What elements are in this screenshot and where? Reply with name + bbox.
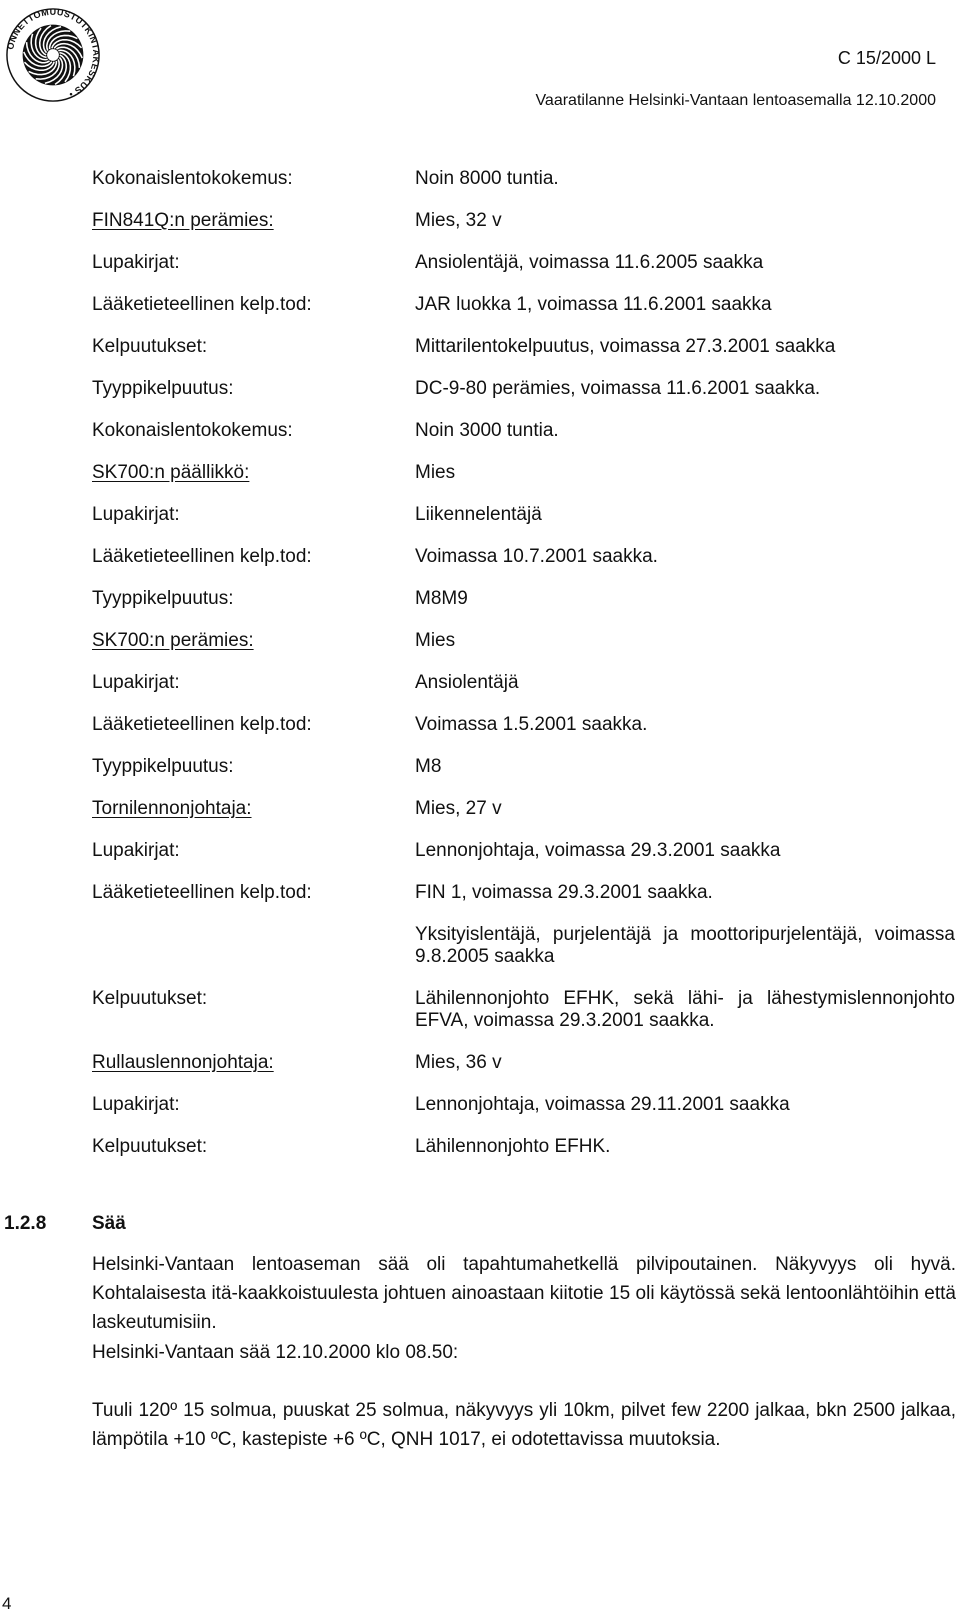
- document-code: C 15/2000 L: [837, 48, 936, 68]
- row-value: Lennonjohtaja, voimassa 29.11.2001 saakka: [415, 1094, 790, 1115]
- row-label: Lääketieteellinen kelp.tod:: [92, 294, 312, 315]
- row-value: M8M9: [415, 588, 468, 609]
- weather-report-text: Tuuli 120º 15 solmua, puuskat 25 solmua, näkyvyys yli 10km, pilvet few 2200 jalkaa, bkn 2500 jalkaa, lämpötila +10 ºC, kastepiste +6 ºC, QNH 1017, ei odotettavissa muutoksia.: [92, 1400, 956, 1450]
- personnel-info-list: [92, 168, 960, 1178]
- info-row: [92, 420, 960, 462]
- row-label: Tyyppikelpuutus:: [92, 588, 234, 609]
- row-value: Yksityislentäjä, purjelentäjä ja moottoripurjelentäjä, voimassa 9.8.2005 saakka: [415, 924, 955, 967]
- row-label: Lupakirjat:: [92, 504, 180, 525]
- info-row: [92, 294, 960, 336]
- info-row: [92, 756, 960, 798]
- info-row: [92, 546, 960, 588]
- row-value: Voimassa 10.7.2001 saakka.: [415, 546, 658, 567]
- info-row: [92, 882, 960, 924]
- document-title: Vaaratilanne Helsinki-Vantaan lentoasemalla 12.10.2000: [535, 92, 936, 109]
- row-value: Mittarilentokelpuutus, voimassa 27.3.2001 saakka: [415, 336, 836, 357]
- row-label: Tyyppikelpuutus:: [92, 756, 234, 777]
- row-label: Lupakirjat:: [92, 840, 180, 861]
- row-label: Lääketieteellinen kelp.tod:: [92, 714, 312, 735]
- row-value: Mies, 32 v: [415, 210, 502, 231]
- row-value: Lähilennonjohto EFHK.: [415, 1136, 611, 1157]
- info-row: [92, 1052, 960, 1094]
- onnettomuustutkintakeskus-logo: [4, 6, 102, 104]
- row-value: DC-9-80 perämies, voimassa 11.6.2001 saakka.: [415, 378, 821, 399]
- row-value: Mies: [415, 462, 456, 483]
- row-label: Tyyppikelpuutus:: [92, 378, 234, 399]
- row-label: Kelpuutukset:: [92, 336, 208, 357]
- row-value: Voimassa 1.5.2001 saakka.: [415, 714, 648, 735]
- row-value: Noin 3000 tuntia.: [415, 420, 559, 441]
- row-value: Noin 8000 tuntia.: [415, 168, 559, 189]
- section-title: Sää: [92, 1213, 126, 1234]
- info-row: [92, 378, 960, 420]
- info-row: [92, 630, 960, 672]
- info-row: [92, 672, 960, 714]
- info-row: [92, 462, 960, 504]
- section-number: 1.2.8: [4, 1213, 47, 1234]
- row-label: Lupakirjat:: [92, 1094, 180, 1115]
- page-number: 4: [2, 1594, 12, 1613]
- row-value: Lennonjohtaja, voimassa 29.3.2001 saakka: [415, 840, 781, 861]
- info-row: [92, 504, 960, 546]
- info-row: [92, 798, 960, 840]
- row-label: SK700:n perämies:: [92, 630, 254, 651]
- row-label: Lääketieteellinen kelp.tod:: [92, 882, 312, 903]
- row-value: Ansiolentäjä: [415, 672, 519, 693]
- row-label: Lääketieteellinen kelp.tod:: [92, 546, 312, 567]
- info-row: [92, 1136, 960, 1178]
- row-label: FIN841Q:n perämies:: [92, 210, 274, 231]
- row-label: Kokonaislentokokemus:: [92, 168, 293, 189]
- info-row: [92, 252, 960, 294]
- row-label: Tornilennonjohtaja:: [92, 798, 252, 819]
- row-value: Mies, 27 v: [415, 798, 502, 819]
- row-value: M8: [415, 756, 442, 777]
- row-value: Liikennelentäjä: [415, 504, 542, 525]
- info-row: [92, 988, 960, 1052]
- info-row: [92, 840, 960, 882]
- row-label: SK700:n päällikkö:: [92, 462, 250, 483]
- weather-report-heading: Helsinki-Vantaan sää 12.10.2000 klo 08.50:: [92, 1342, 459, 1363]
- row-value: Lähilennonjohto EFHK, sekä lähi- ja lähestymislennonjohto EFVA, voimassa 29.3.2001 saakka.: [415, 988, 955, 1031]
- row-label: Lupakirjat:: [92, 672, 180, 693]
- row-value: Ansiolentäjä, voimassa 11.6.2005 saakka: [415, 252, 764, 273]
- info-row: [92, 588, 960, 630]
- row-label: Kelpuutukset:: [92, 1136, 208, 1157]
- info-row: [92, 714, 960, 756]
- weather-paragraph: Helsinki-Vantaan lentoaseman sää oli tapahtumahetkellä pilvipoutainen. Näkyvyys oli hyvä. Kohtalaisesta itä-kaakkoistuulesta johtuen ainoastaan kiitotie 15 oli käytössä sekä lentoonlähtöihin että laskeutumisiin.: [92, 1254, 956, 1333]
- info-row: [92, 168, 960, 210]
- row-value: Mies, 36 v: [415, 1052, 502, 1073]
- info-row: [92, 924, 960, 988]
- row-value: JAR luokka 1, voimassa 11.6.2001 saakka: [415, 294, 772, 315]
- row-label: Rullauslennonjohtaja:: [92, 1052, 274, 1073]
- info-row: [92, 210, 960, 252]
- row-label: Kelpuutukset:: [92, 988, 208, 1009]
- info-row: [92, 336, 960, 378]
- row-value: FIN 1, voimassa 29.3.2001 saakka.: [415, 882, 713, 903]
- info-row: [92, 1094, 960, 1136]
- row-label: Kokonaislentokokemus:: [92, 420, 293, 441]
- svg-text:ONNETTOMUUSTUTKINTAKESKUS •: ONNETTOMUUSTUTKINTAKESKUS •: [5, 6, 102, 100]
- row-label: Lupakirjat:: [92, 252, 180, 273]
- row-value: Mies: [415, 630, 456, 651]
